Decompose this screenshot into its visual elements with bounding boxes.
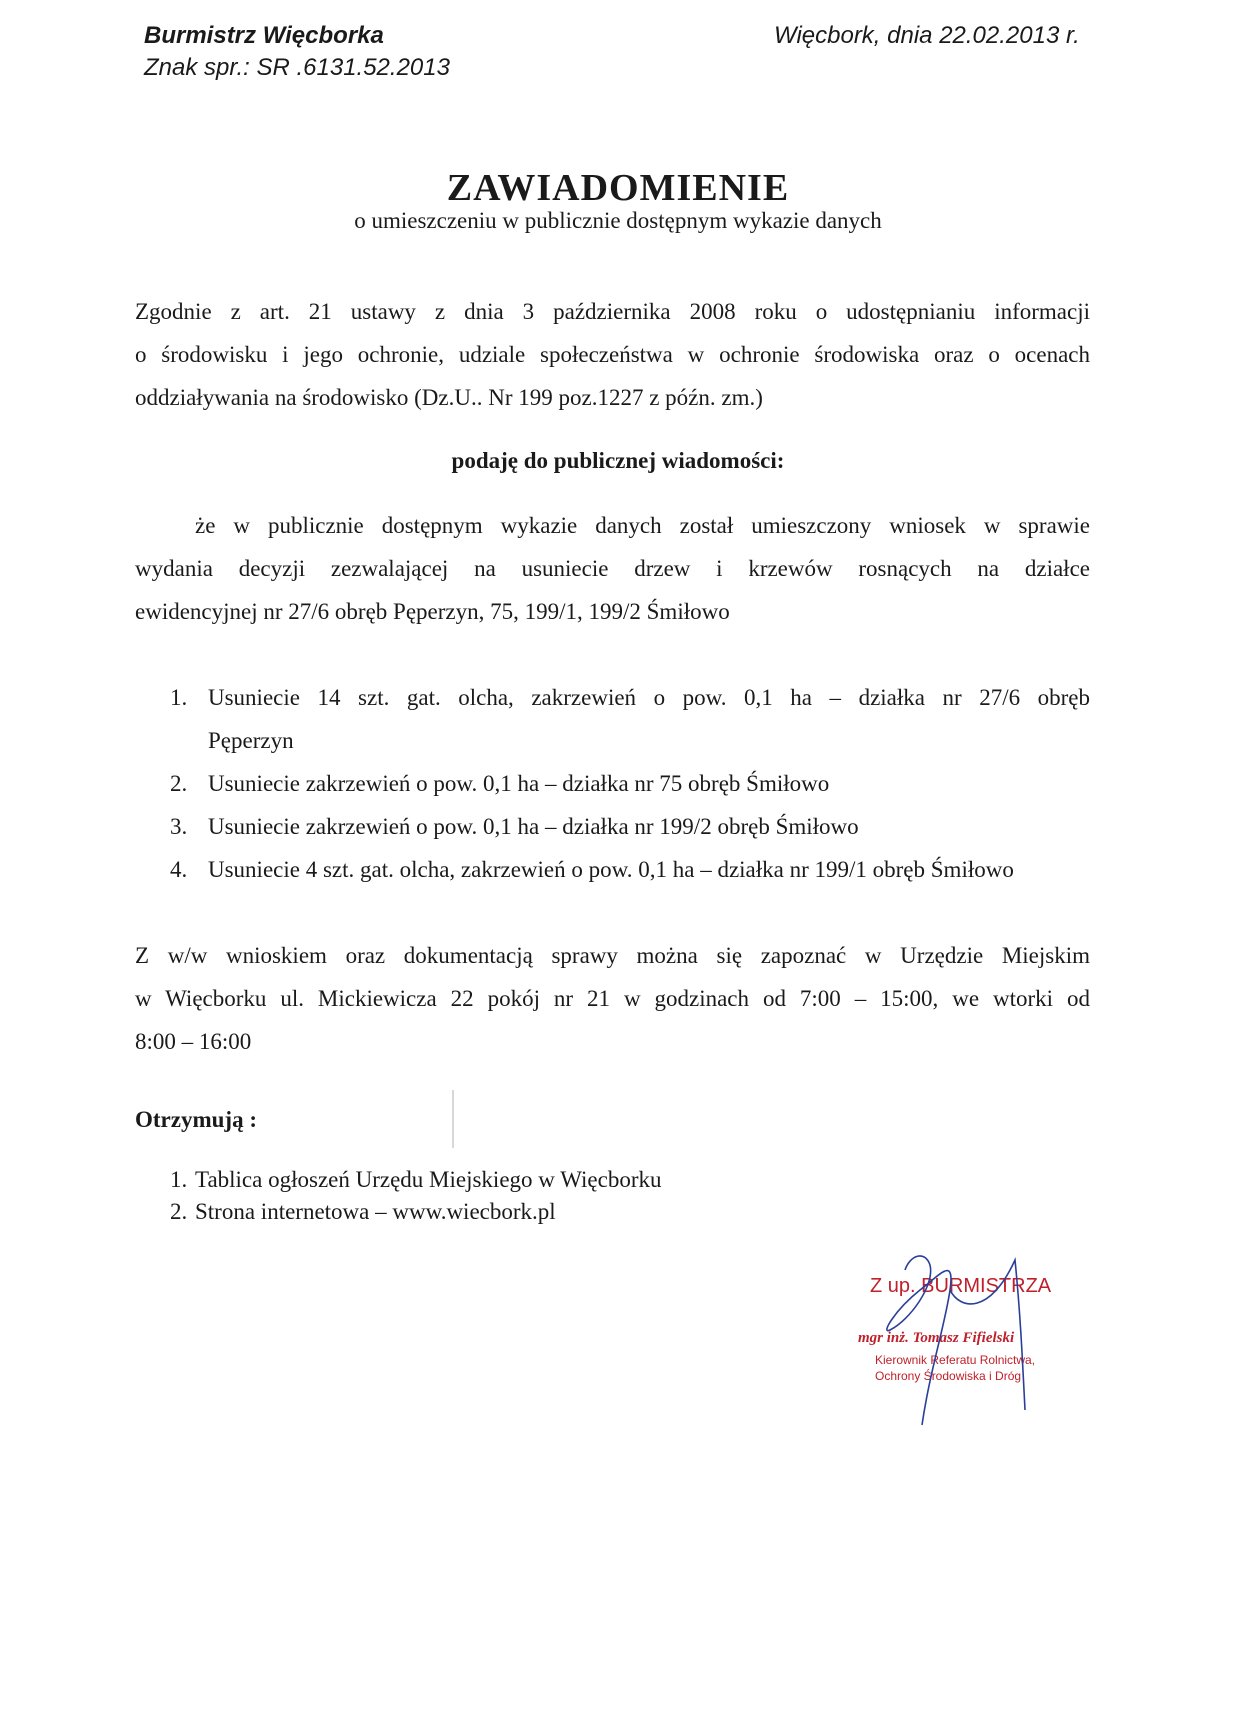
list-item-text: Strona internetowa – www.wiecbork.pl	[195, 1199, 556, 1224]
list-item	[170, 848, 1090, 891]
list-item-number: 1.	[170, 685, 188, 710]
legal-basis-line: Zgodnie z art. 21 ustawy z dnia 3 października 2008 roku o udostępnianiu informacji	[135, 299, 1090, 324]
info-line: 8:00 – 16:00	[135, 1029, 252, 1054]
stamp-line: Z up. BURMISTRZA	[870, 1275, 1052, 1297]
recipients-list	[170, 1164, 661, 1228]
statement-line: ewidencyjnej nr 27/6 obręb Pęperzyn, 75, 199/1, 199/2 Śmiłowo	[135, 599, 730, 624]
document-title: ZAWIADOMIENIE	[446, 167, 790, 209]
issuing-authority: Burmistrz Więcborka	[144, 22, 384, 49]
list-item-continuation: Pęperzyn	[208, 728, 294, 753]
info-paragraph	[135, 934, 1090, 1063]
stamp-line: mgr inż. Tomasz Fifielski	[858, 1330, 1015, 1346]
list-item-text: Tablica ogłoszeń Urzędu Miejskiego w Więcborku	[195, 1167, 662, 1192]
statement-line: że w publicznie dostępnym wykazie danych został umieszczony wniosek w sprawie	[195, 513, 1090, 538]
removal-items-list	[170, 676, 1090, 891]
list-item	[170, 1164, 661, 1196]
stamp-line: Kierownik Referatu Rolnictwa,	[875, 1353, 1036, 1367]
official-stamp-and-signature	[850, 1250, 1110, 1450]
list-item-text: Usuniecie 14 szt. gat. olcha, zakrzewień o pow. 0,1 ha – działka nr 27/6 obręb	[208, 685, 1090, 710]
info-line: w Więcborku ul. Mickiewicza 22 pokój nr 21 w godzinach od 7:00 – 15:00, we wtorki od	[135, 986, 1090, 1011]
legal-basis-paragraph	[135, 290, 1090, 419]
document-subtitle: o umieszczeniu w publicznie dostępnym wykazie danych	[354, 208, 882, 233]
recipients-heading: Otrzymują :	[135, 1107, 257, 1132]
stamp-line: Ochrony Środowiska i Dróg	[875, 1369, 1022, 1383]
list-item	[170, 676, 1090, 762]
scan-artifact	[452, 1090, 454, 1148]
statement-line: wydania decyzji zezwalającej na usuniecie drzew i krzewów rosnących na działce	[135, 556, 1090, 581]
place-date: Więcbork, dnia 22.02.2013 r.	[774, 22, 1080, 49]
legal-basis-line: oddziaływania na środowisko (Dz.U.. Nr 199 poz.1227 z późn. zm.)	[135, 385, 763, 410]
header-left	[144, 20, 450, 84]
announcement-heading: podaję do publicznej wiadomości:	[451, 448, 785, 473]
list-item-text: Usuniecie zakrzewień o pow. 0,1 ha – działka nr 199/2 obręb Śmiłowo	[208, 814, 859, 839]
list-item-number: 1.	[170, 1167, 188, 1192]
list-item-number: 2.	[170, 771, 188, 796]
list-item-number: 2.	[170, 1199, 188, 1224]
info-line: Z w/w wnioskiem oraz dokumentacją sprawy można się zapoznać w Urzędzie Miejskim	[135, 943, 1090, 968]
statement-paragraph	[135, 504, 1090, 633]
list-item	[170, 1196, 661, 1228]
list-item	[170, 762, 1090, 805]
case-reference: Znak spr.: SR .6131.52.2013	[144, 54, 450, 81]
list-item-number: 3.	[170, 814, 188, 839]
list-item-number: 4.	[170, 857, 188, 882]
list-item	[170, 805, 1090, 848]
legal-basis-line: o środowisku i jego ochronie, udziale społeczeństwa w ochronie środowiska oraz o ocenach	[135, 342, 1090, 367]
list-item-text: Usuniecie 4 szt. gat. olcha, zakrzewień o pow. 0,1 ha – działka nr 199/1 obręb Śmiłowo	[208, 857, 1014, 882]
list-item-text: Usuniecie zakrzewień o pow. 0,1 ha – działka nr 75 obręb Śmiłowo	[208, 771, 830, 796]
